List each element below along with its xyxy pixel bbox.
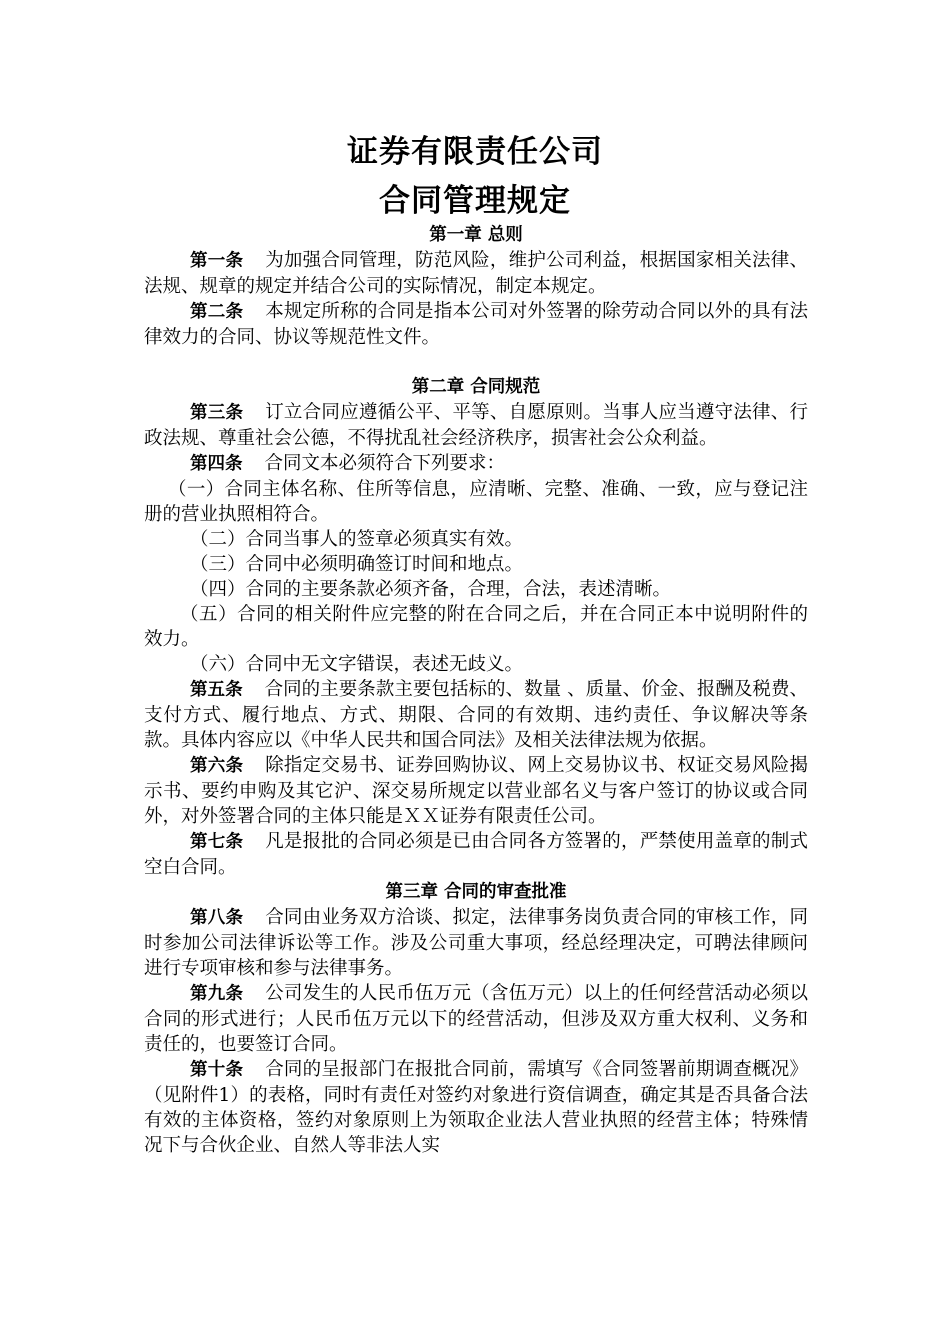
document-body <box>144 223 808 1158</box>
chapter-heading: 第一章 总则 <box>429 225 523 245</box>
document-title: 证券有限责任公司 <box>347 134 603 170</box>
article-label: 第九条 <box>190 984 244 1004</box>
list-item: （一）合同主体名称、住所等信息，应清晰、完整、准确、一致，应与登记注册的营业执照相符合。 <box>144 479 808 525</box>
article-text: 合同的主要条款主要包括标的、数量 、质量、价金、报酬及税费、支付方式、履行地点、方式、期限、合同的有效期、违约责任、争议解决等条款。具体内容应以《中华人民共和国合同法》及相关法律法规为依据。 <box>144 679 808 751</box>
article-paragraph <box>144 753 808 829</box>
article-text: 订立合同应遵循公平、平等、自愿原则。当事人应当遵守法律、行政法规、尊重社会公德，不得扰乱社会经济秩序，损害社会公众利益。 <box>144 402 808 449</box>
article-text: 合同文本必须符合下列要求： <box>264 453 506 474</box>
article-text: 除指定交易书、证券回购协议、网上交易协议书、权证交易风险揭示书、要约申购及其它沪、深交易所规定以营业部名义与客户签订的协议或合同外，对外签署合同的主体只能是ＸＸ证券有限责任公司。 <box>144 755 808 827</box>
article-text: 合同由业务双方洽谈、拟定，法律事务岗负责合同的审核工作，同时参加公司法律诉讼等工作。涉及公司重大事项，经总经理决定，可聘法律顾问进行专项审核和参与法律事务。 <box>144 907 808 979</box>
list-item: （三）合同中必须明确签订时间和地点。 <box>190 554 524 575</box>
article-text: 合同的呈报部门在报批合同前，需填写《合同签署前期调查概况》（见附件1）的表格，同时有责任对签约对象进行资信调查，确定其是否具备合法有效的主体资格，签约对象原则上为领取企业法人营业执照的经营主体；特殊情况下与合伙企业、自然人等非法人实 <box>144 1059 808 1156</box>
article-paragraph <box>144 451 808 477</box>
article-paragraph <box>144 1057 808 1158</box>
article-label: 第四条 <box>190 454 243 474</box>
article-paragraph <box>144 400 808 451</box>
list-item: （二）合同当事人的签章必须真实有效。 <box>190 529 524 550</box>
article-label: 第一条 <box>190 251 244 271</box>
article-text: 公司发生的人民币伍万元（含伍万元）以上的任何经营活动必须以合同的形式进行；人民币伍万元以下的经营活动，但涉及双方重大权利、义务和责任的，也要签订合同。 <box>144 983 808 1055</box>
article-label: 第五条 <box>190 680 243 700</box>
list-item: （五）合同的相关附件应完整的附在合同之后，并在合同正本中说明附件的效力。 <box>144 604 808 650</box>
article-label: 第六条 <box>190 756 244 776</box>
article-label: 第二条 <box>190 302 244 322</box>
article-text: 本规定所称的合同是指本公司对外签署的除劳动合同以外的具有法律效力的合同、协议等规范性文件。 <box>144 301 808 348</box>
article-paragraph <box>144 299 808 350</box>
chapter-heading: 第二章 合同规范 <box>411 377 541 397</box>
article-label: 第七条 <box>190 832 244 852</box>
list-item: （四）合同的主要条款必须齐备，合理，合法，表述清晰。 <box>190 579 672 600</box>
document-subtitle: 合同管理规定 <box>379 183 571 219</box>
article-paragraph <box>144 981 808 1057</box>
article-text: 凡是报批的合同必须是已由合同各方签署的，严禁使用盖章的制式空白合同。 <box>144 831 808 878</box>
article-label: 第三条 <box>190 403 244 423</box>
article-paragraph <box>144 905 808 981</box>
article-paragraph <box>144 829 808 880</box>
article-paragraph <box>144 677 808 753</box>
article-text: 为加强合同管理，防范风险，维护公司利益，根据国家相关法律、法规、规章的规定并结合公司的实际情况，制定本规定。 <box>144 250 808 297</box>
article-label: 第八条 <box>190 908 244 928</box>
chapter-heading: 第三章 合同的审查批准 <box>385 882 567 902</box>
article-paragraph <box>144 248 808 299</box>
list-item: （六）合同中无文字错误，表述无歧义。 <box>190 654 524 675</box>
article-label: 第十条 <box>190 1060 244 1080</box>
